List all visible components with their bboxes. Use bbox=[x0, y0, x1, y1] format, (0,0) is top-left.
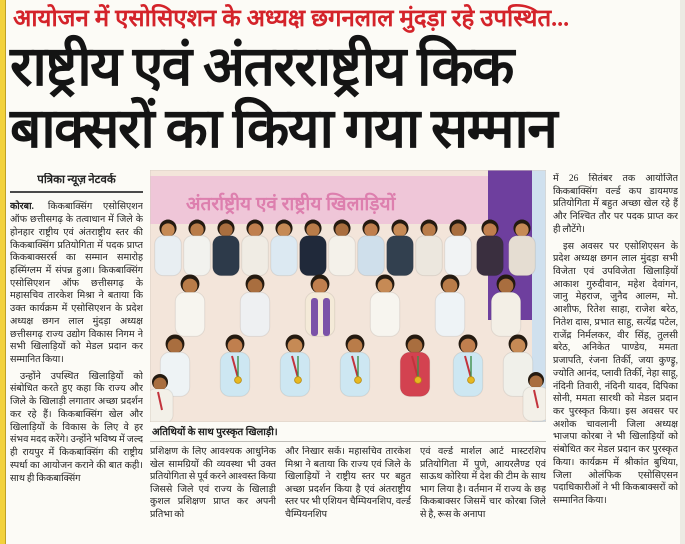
page-edge-right-strip bbox=[680, 0, 685, 544]
main-headline bbox=[10, 36, 675, 159]
bottom-text-columns bbox=[150, 446, 546, 528]
page-edge-yellow-strip bbox=[0, 0, 6, 544]
bottom-column-1: प्रशिक्षण के लिए आवश्यक आधुनिक खेल सामग्रियों की व्यवस्था भी उक्त प्रतियोगिता से पूर्व करने आश्वस्त किया जिससे जिले एवं राज्य के खिलाड़ी कुशल प्रशिक्षण प्राप्त कर अपनी प्रतिभा को bbox=[150, 447, 276, 520]
kicker-line: आयोजन में एसोसिएशन के अध्यक्ष छगनलाल मुंदड़ा रहे उपस्थित... bbox=[13, 6, 570, 32]
headline-line-1: राष्ट्रीय एवं अंतरराष्ट्रीय किक bbox=[10, 36, 513, 97]
headline-line-2: बाक्सरों का किया गया सम्मान bbox=[10, 97, 557, 159]
dateline: कोरबा. bbox=[10, 202, 34, 213]
photo-banner-text: अंतर्राष्ट्रीय एवं राष्ट्रीय खिलाड़ियों bbox=[186, 194, 396, 215]
article-left-column bbox=[10, 173, 143, 541]
left-column-paragraph-1 bbox=[10, 201, 143, 366]
left-column-paragraph-2: उन्होंने उपस्थित खिलाड़ियों को संबोधित करते हुए कहा कि राज्य और जिले के खिलाड़ी लगातार अच्छा प्रदर्शन कर रहे हैं। किकबाक्सिंग खेल और खिलाड़ियों के विकास के लिए वे हर संभव मदद करेंगे। उन्होंने भविष्य में जल्द ही रायपुर में किकबाक्सिंग की राष्ट्रीय स्पर्धा का आयोजन कराने की बात कही। साथ ही किकबाक्सिंग bbox=[10, 371, 143, 484]
left-paragraph-1-text: किकबाक्सिंग एसोसिएशन ऑफ छत्तीसगढ़ के तत्वाधान में जिले के होनहार राष्ट्रीय एवं अंतराष्ट्रीय स्तर की किकबाक्सिंग प्रतियोगिता में पदक प्राप्त किकबाक्सरर्स का सम्मान समारोह हस्मिंग्लम में संपन्न हुआ। किकबाक्सिंग एसोसिएशन ऑफ छत्तीसगढ़ के महासचिव तारकेश मिश्रा ने बताया कि उक्त कार्यक्रम में एसोसिएशन के प्रदेश अध्यक्ष छगन लाल मुंदड़ा अध्यक्ष छत्तीसगढ़ राज्य उद्योग विकास निगम ने सभी खिलाड़ियों को मेडल प्रदान कर सम्मानित किया। bbox=[10, 202, 143, 366]
photo-caption: अतिथियों के साथ पुरस्कृत खिलाड़ी। bbox=[150, 422, 546, 442]
bottom-column-3: एवं वर्ल्ड मार्शल आर्ट मास्टरशिप प्रतियोगिता में पुणे, आयरलैण्ड एवं साऊथ कोरिया में देश की टीम के साथ भाग लिया है। वर्तमान में राज्य के छह किकबाक्सर जिसमें चार कोरबा जिले से है, रूस के अनापा bbox=[420, 447, 546, 520]
bottom-column-2: और निखार सकें। महासचिव तारकेश मिश्रा ने बताया कि राज्य एवं जिले के खिलाड़ियों ने राष्ट्रीय स्तर पर बहुत अच्छा प्रदर्शन किया है एवं अंतराष्ट्रीय स्तर पर भी एशियन चैम्पियनशिप, वर्ल्ड चैम्पियनशिप bbox=[285, 447, 411, 520]
group-photo bbox=[150, 170, 546, 422]
byline: पत्रिका न्यूज़ नेटवर्क bbox=[10, 173, 143, 193]
right-column-paragraph-1: में 26 सितंबर तक आयोजित किकबाक्सिंग वर्ल्ड कप डायमण्ड प्रतियोगिता में बहुत अच्छा खेल रहे हैं और निश्चित तौर पर पदक प्राप्त कर ही लौटेंगे। bbox=[553, 174, 678, 235]
article-right-column bbox=[553, 173, 678, 541]
right-column-paragraph-2: इस अवसर पर एसोशिएसन के प्रदेश अध्यक्ष छगन लाल मुंदड़ा सभी विजेता एवं उपविजेता खिलाड़ियों आकाश गुरुदीवान, महेश देवांगन, जानु मेहराज, जुनैद आलम, मो. आशीफ, रितेश साहा, राजेश बरेठ, नितेश दास, प्रभात साहु, सत्येंद्र पटेल, राजेंद्र निर्मलकर, वीर सिंह, तुलसी बरेठ, अनिकेत पाण्डेय, ममता प्रजापति, रंजना तिर्की, जया कुण्ड्रु, ज्योति आनंद, प्लावी तिर्की, नेहा साहू, नंदिनी तिवारी, नंदिनी यादव, दिपिका सोनी, ममता सारथी को मेडल प्रदान कर पुरस्कृत किया। इस अवसर पर अशोक चावलानी जिला अध्यक्ष भाजपा कोरबा ने भी खिलाड़ियों को संबोधित कर मेडल प्रदान कर पुरस्कृत किया। कार्यक्रम में श्रीकांत बुधिया, जिला ओलंफिक एसोसिएसन पदाधिकारीओं ने भी किकबाक्सरों को सम्मानित किया। bbox=[553, 241, 678, 506]
photo-block bbox=[150, 170, 546, 528]
